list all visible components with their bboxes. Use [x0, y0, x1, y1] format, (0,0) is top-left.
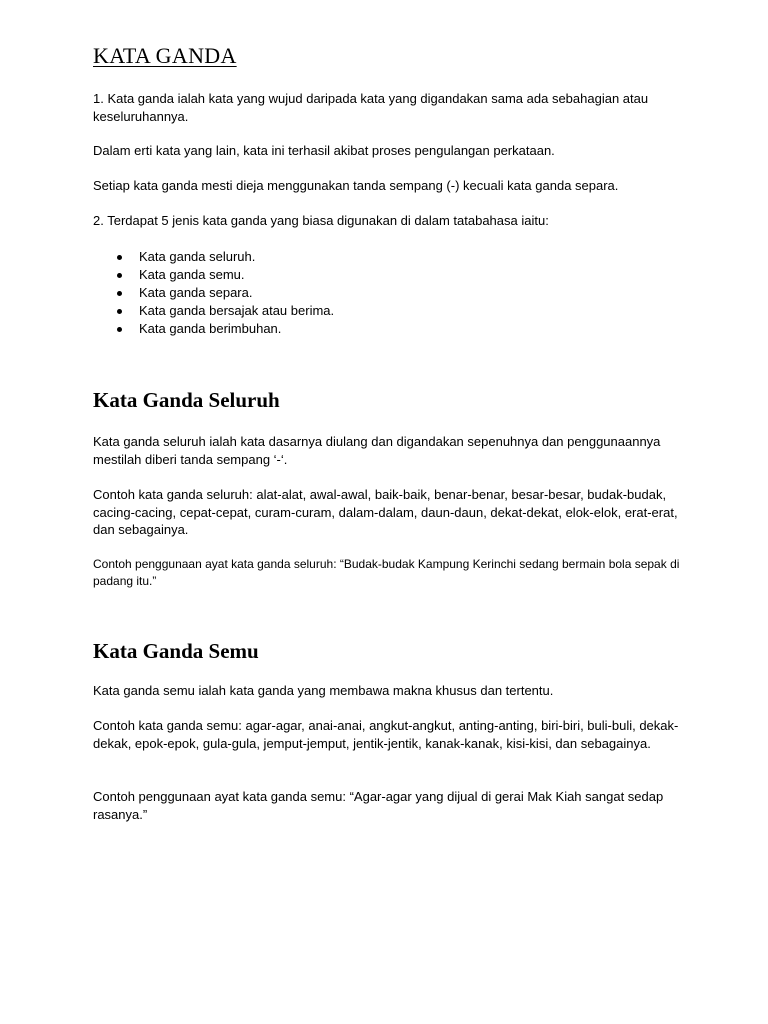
list-item-text: Kata ganda seluruh. — [139, 249, 256, 264]
list-item-text: Kata ganda separa. — [139, 285, 253, 300]
semu-usage: Contoh penggunaan ayat kata ganda semu: “Agar-agar yang dijual di gerai Mak Kiah sangat sedap rasanya.” — [93, 789, 664, 822]
seluruh-usage: Contoh penggunaan ayat kata ganda seluruh: “Budak-budak Kampung Kerinchi sedang bermain bola sepak di padang itu.” — [93, 557, 680, 588]
list-item — [93, 248, 334, 266]
section-heading-seluruh: Kata Ganda Seluruh — [93, 388, 280, 412]
semu-examples: Contoh kata ganda semu: agar-agar, anai-anai, angkut-angkut, anting-anting, biri-biri, buli-buli, dekak-dekak, epok-epok, gula-gula, jemput-jemput, jentik-jentik, kanak-kanak, kisi-kisi, dan sebagainya. — [93, 718, 679, 751]
intro-paragraph-1: 1. Kata ganda ialah kata yang wujud daripada kata yang digandakan sama ada sebahagian atau keseluruhannya. — [93, 91, 649, 124]
seluruh-definition: Kata ganda seluruh ialah kata dasarnya diulang dan digandakan sepenuhnya dan penggunaannya mestilah diberi tanda sempang ‘-‘. — [93, 434, 661, 467]
section-heading-semu: Kata Ganda Semu — [93, 639, 259, 663]
bullet-icon — [117, 255, 122, 260]
seluruh-examples: Contoh kata ganda seluruh: alat-alat, awal-awal, baik-baik, benar-benar, besar-besar, budak-budak, cacing-cacing, cepat-cepat, curam-curam, dalam-dalam, daun-daun, dekat-dekat, elok-elok, erat-erat, dan sebagainya. — [93, 487, 678, 537]
list-item-text: Kata ganda bersajak atau berima. — [139, 303, 335, 318]
list-item — [93, 320, 334, 338]
bullet-icon — [117, 273, 122, 278]
list-item — [93, 266, 334, 284]
intro-paragraph-3: Setiap kata ganda mesti dieja menggunakan tanda sempang (-) kecuali kata ganda separa. — [93, 178, 619, 193]
semu-definition: Kata ganda semu ialah kata ganda yang membawa makna khusus dan tertentu. — [93, 683, 554, 698]
types-list — [93, 248, 334, 338]
document-title: KATA GANDA — [93, 43, 237, 68]
bullet-icon — [117, 327, 122, 332]
list-item-text: Kata ganda semu. — [139, 267, 245, 282]
list-item — [93, 284, 334, 302]
bullet-icon — [117, 291, 122, 296]
bullet-icon — [117, 309, 122, 314]
intro-paragraph-4: 2. Terdapat 5 jenis kata ganda yang biasa digunakan di dalam tatabahasa iaitu: — [93, 213, 549, 228]
list-item — [93, 302, 334, 320]
intro-paragraph-2: Dalam erti kata yang lain, kata ini terhasil akibat proses pengulangan perkataan. — [93, 143, 555, 158]
list-item-text: Kata ganda berimbuhan. — [139, 321, 282, 336]
